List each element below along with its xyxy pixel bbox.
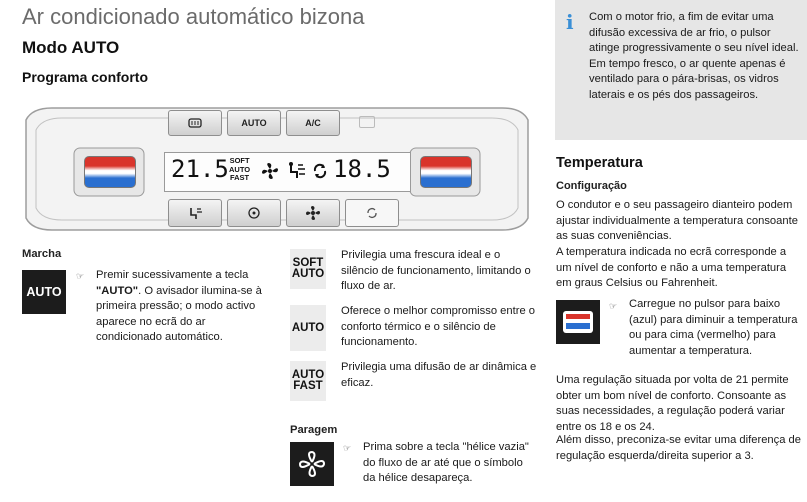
fan-icon	[261, 162, 279, 180]
subsection-title: Programa conforto	[22, 69, 149, 85]
fan-decrease-button[interactable]	[227, 199, 281, 227]
climate-display	[164, 152, 411, 192]
large-fan-icon	[306, 206, 320, 220]
auto-fast-badge: AUTO FAST	[290, 361, 326, 401]
paragem-label: Paragem	[290, 424, 338, 436]
soft-auto-description: Privilegia uma frescura ideal e o silêncio de funcionamento, limitando o fluxo de ar.	[341, 249, 531, 292]
info-note-text: Com o motor frio, a fim de evitar uma difusão excessiva de ar frio, o pulsor atinge progressivamente o seu nível ideal. Em tempo fresco, o ar quente apenas é ventilado para o pára-brisas, os vidros laterais e os pés dos passageiros.	[589, 11, 799, 101]
air-distribution-icon	[285, 161, 307, 181]
hand-pointer-icon: ☞	[343, 443, 352, 453]
small-fan-icon	[247, 206, 261, 220]
empty-fan-icon	[297, 449, 327, 479]
right-temperature-readout: 18.5	[333, 155, 391, 183]
mode-indicator	[229, 157, 250, 183]
auto-key-badge: AUTO	[22, 270, 66, 314]
mode-line-soft: SOFT	[229, 156, 250, 165]
info-icon: i	[566, 10, 574, 34]
page-title: Ar condicionado automático bizona	[22, 4, 365, 29]
temperatura-paragraph-3: Uma regulação situada por volta de 21 permite obter um bom nível de conforto. Consoante as suas necessidades, a regulação poderá variar entre os 18 e os 24.	[556, 374, 789, 433]
auto-button[interactable]: AUTO	[227, 110, 281, 136]
left-temperature-switch[interactable]	[84, 156, 136, 188]
recirculation-small-icon	[365, 206, 379, 220]
distribution-button[interactable]	[168, 199, 222, 227]
auto-mode-badge: AUTO	[290, 305, 326, 351]
soft-auto-badge: SOFT AUTO	[290, 249, 326, 289]
hand-pointer-icon: ☞	[609, 301, 618, 311]
section-title: Modo AUTO	[22, 38, 120, 57]
paragem-text: Prima sobre a tecla "hélice vazia" do fluxo de ar até que o símbolo da hélice desapareça.	[363, 441, 529, 484]
climate-panel-illustration	[22, 100, 532, 235]
marcha-text: Premir sucessivamente a tecla "AUTO". O avisador ilumina-se à primeira pressão; o modo activo aparece no ecrã do ar condicionado automático.	[96, 269, 262, 343]
right-temperature-switch[interactable]	[420, 156, 472, 188]
temperature-switch-badge	[556, 300, 600, 344]
temperature-switch-icon	[561, 308, 595, 336]
temperatura-paragraph-4: Além disso, preconiza-se evitar uma diferença de regulação esquerda/direita superior a 3.	[556, 434, 801, 462]
hand-pointer-icon: ☞	[76, 271, 85, 281]
ac-button[interactable]: A/C	[286, 110, 340, 136]
temperatura-paragraph-1: O condutor e o seu passageiro dianteiro podem ajustar individualmente a temperatura consoante as suas conveniências.	[556, 199, 798, 242]
marcha-label: Marcha	[22, 248, 62, 260]
temperatura-paragraph-2: A temperatura indicada no ecrã corresponde a um nível de conforto e não a uma temperatura em graus Celsius ou Fahrenheit.	[556, 246, 787, 289]
temperature-instruction: Carregue no pulsor para baixo (azul) para diminuir a temperatura ou para cima (vermelho) para aumentar a temperatura.	[629, 298, 798, 357]
left-temperature-readout: 21.5	[171, 155, 229, 183]
rear-defrost-icon	[187, 117, 203, 129]
auto-fast-description: Privilegia uma difusão de ar dinâmica e eficaz.	[341, 361, 537, 389]
info-note	[555, 0, 807, 140]
mode-line-fast: FAST	[229, 173, 250, 182]
fan-increase-button[interactable]	[286, 199, 340, 227]
empty-fan-badge	[290, 442, 334, 486]
seat-airflow-icon	[187, 206, 203, 220]
auto-description: Oferece o melhor compromisso entre o conforto térmico e o silêncio de funcionamento.	[341, 305, 535, 348]
recirculation-indicator	[359, 116, 375, 128]
mode-line-auto: AUTO	[229, 164, 251, 174]
rear-defrost-button[interactable]	[168, 110, 222, 136]
recirculation-icon	[311, 162, 329, 180]
recirculation-button[interactable]	[345, 199, 399, 227]
temperatura-title: Temperatura	[556, 155, 643, 171]
configuracao-subtitle: Configuração	[556, 180, 627, 192]
